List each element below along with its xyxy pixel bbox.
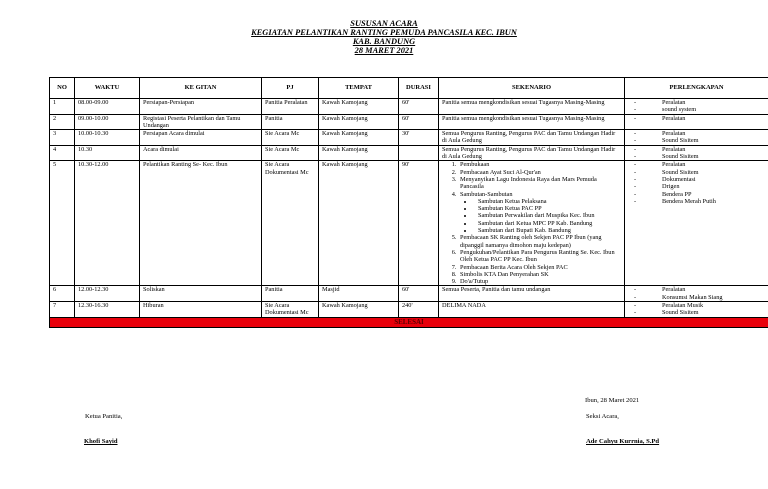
equipment-item: - Sound Sisitem [634, 169, 765, 176]
cell-waktu: 10.30-12.00 [75, 161, 140, 286]
cell-durasi [399, 145, 439, 161]
equipment-item: - Sound Sisitem [634, 309, 765, 316]
cell-durasi: 60' [399, 286, 439, 302]
cell-perlengkapan [625, 99, 768, 115]
cell-durasi: 240' [399, 302, 439, 318]
col-durasi: DURASI [399, 78, 439, 99]
cell-no: 3 [50, 130, 75, 146]
table-row [50, 161, 768, 286]
scenario-item: 5. Pembacaan SK Ranting oleh Sekjen PAC PP Ibun (yang dipanggil namanya dimohon maju kedepan) [458, 234, 621, 249]
equipment-item: - Peralatan [634, 130, 765, 137]
schedule-table [49, 77, 768, 328]
scenario-item: 1. Pembukaan [458, 161, 621, 168]
cell-pj: Panitia [262, 286, 319, 302]
cell-perlengkapan [625, 145, 768, 161]
cell-perlengkapan [625, 114, 768, 130]
cell-no: 7 [50, 302, 75, 318]
scenario-item: 6. Pengukuhan/Pelantikan Para Pengurus Ranting Se. Kec. Ibun Oleh Ketua PAC PP Kec. Ibun [458, 249, 621, 264]
right-signer-name: Ade Cahyu Kurrnia, S.Pd [586, 438, 660, 445]
cell-pj: Sie Acara Mc [262, 145, 319, 161]
cell-tempat: Masjid [319, 286, 399, 302]
cell-perlengkapan [625, 130, 768, 146]
cell-pj: Panitia Peralatan [262, 99, 319, 115]
cell-sekenario: Panitia semua mengkondisikan sesuai Tugasnya Masing-Masing [439, 114, 625, 130]
cell-no: 4 [50, 145, 75, 161]
cell-tempat: Kawah Kamojang [319, 114, 399, 130]
cell-kegiatan: Hiburan [140, 302, 262, 318]
cell-pj: Sie Acara Dokumentasi Mc [262, 161, 319, 286]
cell-tempat: Kawah Kamojang [319, 302, 399, 318]
scenario-item: 3. Menyanyikan Lagu Indonesia Raya dan Mars Pemuda Pancasila [458, 176, 621, 191]
equipment-item: - Bendera Merah Putih [634, 198, 765, 205]
left-signer-name: Khofi Sayid [84, 438, 118, 445]
cell-sekenario [439, 161, 625, 286]
scenario-item: 8. Simbolis KTA Dan Penyerahan SK [458, 271, 621, 278]
cell-sekenario: Panitia semua mengkondisikan sesuai Tugasnya Masing-Masing [439, 99, 625, 115]
scenario-item-label: Sambutan-Sambutan [460, 190, 513, 198]
scenario-item [458, 191, 621, 235]
cell-durasi: 90' [399, 161, 439, 286]
closing-row [50, 317, 768, 327]
sambutan-item: • Sambutan dari Bupati Kab. Bandung [474, 227, 621, 234]
sambutan-list [460, 198, 621, 234]
cell-kegiatan: Pelantikan Ranting Se- Kec. Ibun [140, 161, 262, 286]
table-row [50, 145, 768, 161]
equipment-item: - Peralatan [634, 99, 765, 106]
table-row [50, 114, 768, 130]
cell-waktu: 10.00-10.30 [75, 130, 140, 146]
cell-kegiatan: Soliskan [140, 286, 262, 302]
scenario-item: 7. Pembacaan Berita Acara Oleh Sekjen PAC [458, 264, 621, 271]
header-line-2: KEGIATAN PELANTIKAN RANTING PEMUDA PANCASILA KEC. IBUN [251, 28, 517, 37]
closing-label: SELESAI [50, 317, 768, 327]
col-no: NO [50, 78, 75, 99]
table-row [50, 286, 768, 302]
cell-kegiatan: Persiapan-Persiapan [140, 99, 262, 115]
table-row [50, 302, 768, 318]
sambutan-item: • Sambutan Perwakilan dari Muspika Kec. Ibun [474, 212, 621, 219]
sambutan-item: • Sambutan dari Ketua MPC PP Kab. Bandung [474, 220, 621, 227]
col-tempat: TEMPAT [319, 78, 399, 99]
cell-tempat: Kawah Kamojang [319, 99, 399, 115]
equipment-item: - Peralatan [634, 115, 765, 122]
cell-perlengkapan [625, 161, 768, 286]
cell-durasi: 30' [399, 130, 439, 146]
cell-waktu: 08.00-09.00 [75, 99, 140, 115]
col-perlengkapan: PERLENGKAPAN [625, 78, 768, 99]
cell-tempat: Kawah Kamojang [319, 130, 399, 146]
equipment-item: - Drigen [634, 183, 765, 190]
cell-sekenario: Semua Pengurus Ranting, Pengurus PAC dan Tamu Undangan Hadir di Aula Gedung [439, 130, 625, 146]
place-date: Ibun, 28 Maret 2021 [585, 397, 640, 404]
cell-waktu: 10.30 [75, 145, 140, 161]
cell-sekenario: Semua Pengurus Ranting, Pengurus PAC dan Tamu Undangan Hadir di Aula Gedung [439, 145, 625, 161]
col-kegiatan: KE GITAN [140, 78, 262, 99]
cell-waktu: 12.00-12.30 [75, 286, 140, 302]
sambutan-item: • Sambutan Ketua PAC PP [474, 205, 621, 212]
scenario-item: 2. Pembacaan Ayat Suci Al-Qur'an [458, 169, 621, 176]
table-row [50, 130, 768, 146]
equipment-item: - Peralatan Musik [634, 302, 765, 309]
cell-sekenario: DELIMA NADA [439, 302, 625, 318]
equipment-item: - Konsumsi Makan Siang [634, 294, 765, 301]
cell-durasi: 60' [399, 99, 439, 115]
table-row [50, 99, 768, 115]
equipment-item: - Peralatan [634, 286, 765, 293]
cell-no: 5 [50, 161, 75, 286]
cell-tempat: Kawah Kamojang [319, 145, 399, 161]
header-line-3: KAB. BANDUNG [352, 37, 416, 46]
equipment-item: - Bendera PP [634, 191, 765, 198]
cell-perlengkapan [625, 302, 768, 318]
sambutan-item: • Sambutan Ketua Pelaksana [474, 198, 621, 205]
cell-kegiatan: Acara dimulai [140, 145, 262, 161]
cell-kegiatan: Registasi Peserta Pelantikan dan Tamu Undangan [140, 114, 262, 130]
equipment-item: - Sound Sisitem [634, 153, 765, 160]
cell-pj: Sie Acara Mc [262, 130, 319, 146]
document-header [0, 19, 768, 55]
cell-kegiatan: Persiapan Acara dimulai [140, 130, 262, 146]
header-line-1: SUSUSAN ACARA [350, 19, 418, 28]
table-header-row [50, 78, 768, 99]
scenario-item: 9. Do'a/Tutup [458, 278, 621, 285]
cell-pj: Sie Acara Dokumentasi Mc [262, 302, 319, 318]
cell-perlengkapan [625, 286, 768, 302]
equipment-item: - Peralatan [634, 146, 765, 153]
equipment-item: - sound system [634, 106, 765, 113]
cell-pj: Panitia [262, 114, 319, 130]
header-line-4: 28 MARET 2021 [354, 46, 414, 55]
right-signer-role: Seksi Acara, [586, 413, 619, 420]
cell-waktu: 12.30-16.30 [75, 302, 140, 318]
scenario-list [442, 161, 621, 285]
cell-no: 6 [50, 286, 75, 302]
cell-no: 2 [50, 114, 75, 130]
col-pj: PJ [262, 78, 319, 99]
col-sekenario: SEKENARIO [439, 78, 625, 99]
cell-sekenario: Semua Peserta, Panitia dan tamu undangan [439, 286, 625, 302]
cell-waktu: 09.00-10.00 [75, 114, 140, 130]
cell-no: 1 [50, 99, 75, 115]
left-signer-role: Ketua Panitia, [85, 413, 123, 420]
equipment-item: - Dokumentasi [634, 176, 765, 183]
equipment-item: - Peralatan [634, 161, 765, 168]
col-waktu: WAKTU [75, 78, 140, 99]
cell-tempat: Kawah Kamojang [319, 161, 399, 286]
equipment-item: - Sound Sisitem [634, 137, 765, 144]
cell-durasi: 60' [399, 114, 439, 130]
